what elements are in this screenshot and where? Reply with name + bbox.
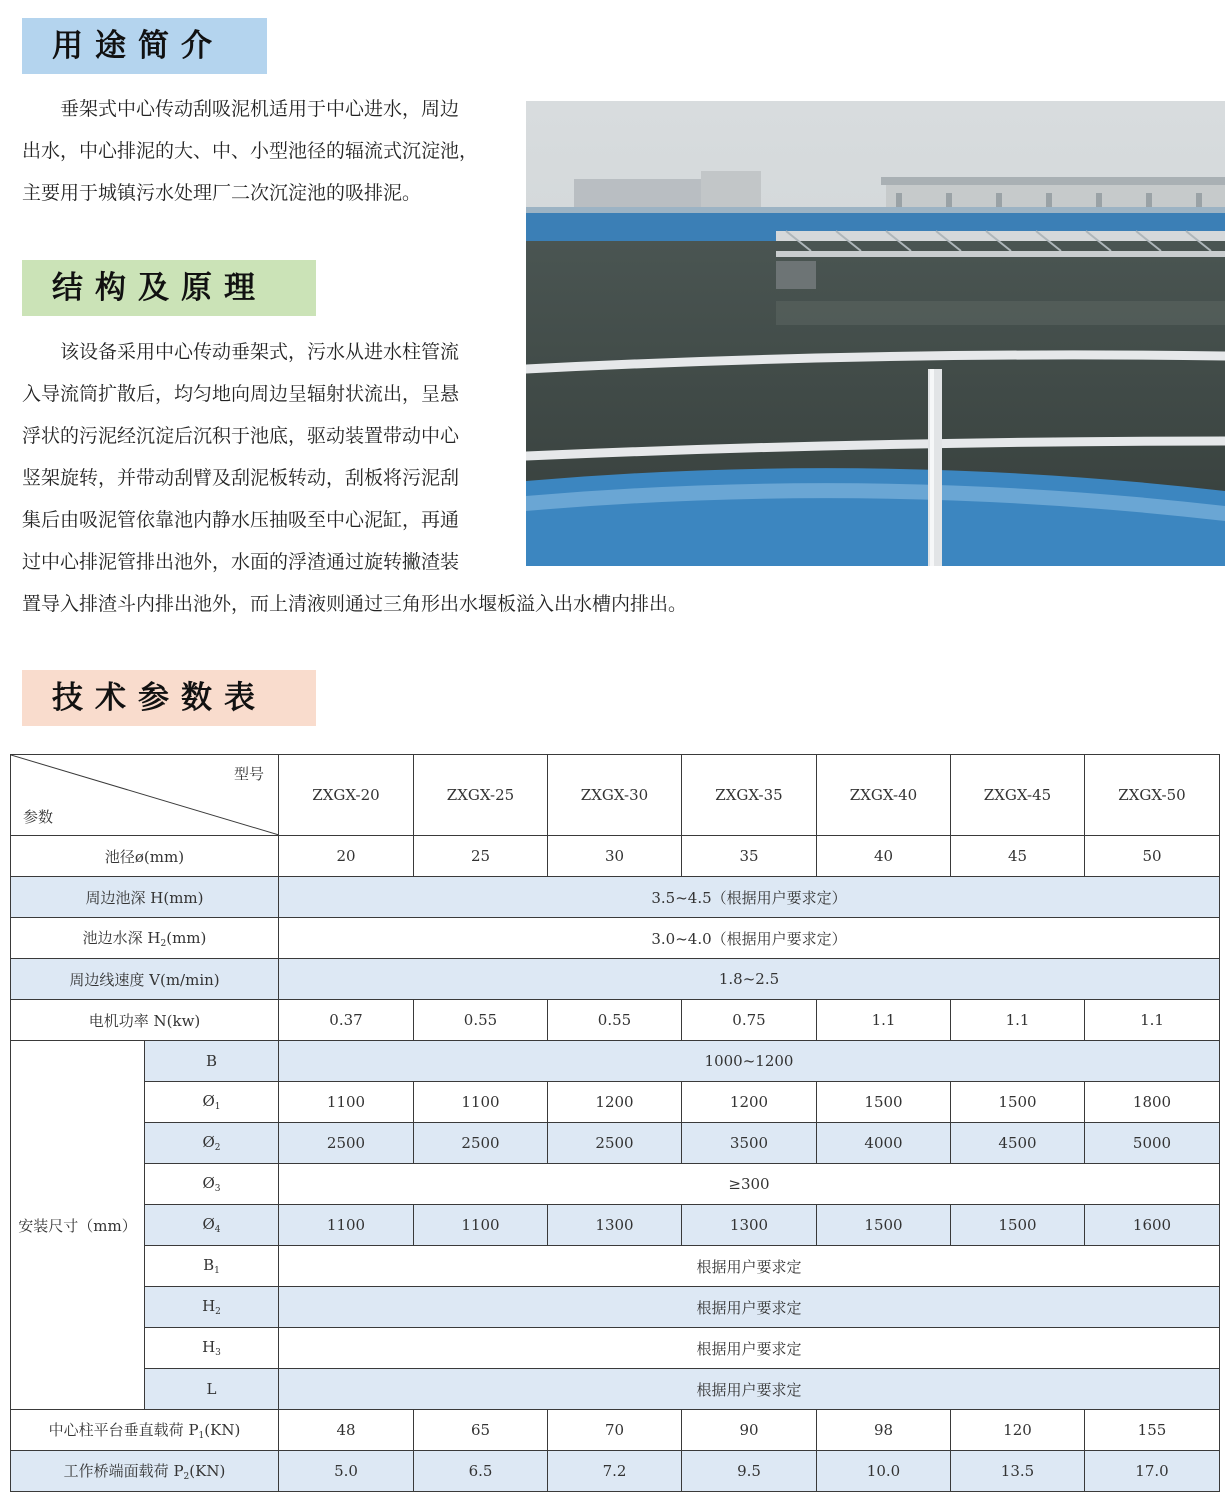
- table-cell: 45: [951, 836, 1085, 877]
- table-cell: 20: [279, 836, 414, 877]
- table-cell: 1100: [279, 1082, 414, 1123]
- table-row: [11, 1205, 1220, 1246]
- table-cell: 1300: [682, 1205, 817, 1246]
- row-label: 电机功率 N(kw): [11, 1000, 279, 1041]
- table-row: [11, 1369, 1220, 1410]
- intro-line: 垂架式中心传动刮吸泥机适用于中心进水，周边: [22, 98, 460, 120]
- structure-line: 入导流筒扩散后，均匀地向周边呈辐射状流出，呈悬: [22, 383, 460, 405]
- structure-line: 该设备采用中心传动垂架式，污水从进水柱管流: [22, 341, 460, 363]
- structure-line: 集后由吸泥管依靠池内静水压抽吸至中心泥缸，再通: [22, 509, 460, 531]
- structure-line: 过中心排泥管排出池外，水面的浮渣通过旋转撇渣装: [22, 551, 460, 573]
- row-label: B: [145, 1041, 279, 1082]
- table-cell: 50: [1085, 836, 1220, 877]
- table-row: [11, 1451, 1220, 1492]
- table-cell: 65: [414, 1410, 548, 1451]
- table-cell: 1500: [951, 1082, 1085, 1123]
- model-header: ZXGX-35: [682, 755, 817, 836]
- table-cell: 1.1: [817, 1000, 951, 1041]
- table-row: [11, 1164, 1220, 1205]
- row-label: [145, 1246, 279, 1287]
- corner-param-label: 参数: [23, 808, 54, 826]
- label-text: 周边池深 H: [85, 888, 164, 907]
- table-cell: 25: [414, 836, 548, 877]
- label-text: H: [202, 1297, 216, 1315]
- row-label: 周边线速度 V(m/min): [11, 959, 279, 1000]
- label-text: B: [203, 1256, 215, 1274]
- header-row: [11, 755, 1220, 836]
- row-label: [145, 1205, 279, 1246]
- table-cell: 1500: [817, 1082, 951, 1123]
- table-cell: 17.0: [1085, 1451, 1220, 1492]
- label-sub: 1: [214, 1102, 221, 1112]
- table-cell: 1000~1200: [279, 1041, 1220, 1082]
- table-cell: 3.0~4.0（根据用户要求定）: [279, 918, 1220, 959]
- table-row: [11, 1123, 1220, 1164]
- table-cell: 10.0: [817, 1451, 951, 1492]
- label-unit: (mm): [163, 888, 204, 907]
- table-cell: 1.1: [951, 1000, 1085, 1041]
- label-sub: 2: [183, 1472, 190, 1482]
- row-label: [145, 1082, 279, 1123]
- table-cell: ≥300: [279, 1164, 1220, 1205]
- model-header: ZXGX-40: [817, 755, 951, 836]
- table-cell: 1100: [279, 1205, 414, 1246]
- table-cell: 1200: [682, 1082, 817, 1123]
- table-cell: 4000: [817, 1123, 951, 1164]
- table-cell: 13.5: [951, 1451, 1085, 1492]
- label-sub: 1: [198, 1431, 205, 1441]
- row-label: [11, 918, 279, 959]
- table-row: [11, 1328, 1220, 1369]
- table-cell: 2500: [414, 1123, 548, 1164]
- label-sub: 2: [215, 1307, 221, 1317]
- row-label: [145, 1287, 279, 1328]
- label-text: Ø: [202, 1133, 215, 1151]
- model-header: ZXGX-20: [279, 755, 414, 836]
- table-row: [11, 877, 1220, 918]
- structure-line: 置导入排渣斗内排出池外，而上清液则通过三角形出水堰板溢入出水槽内排出。: [22, 593, 688, 615]
- table-cell: 90: [682, 1410, 817, 1451]
- table-cell: 0.55: [548, 1000, 682, 1041]
- structure-line: 竖架旋转，并带动刮臂及刮泥板转动，刮板将污泥刮: [22, 467, 460, 489]
- intro-line: 出水，中心排泥的大、中、小型池径的辐流式沉淀池，: [22, 140, 479, 162]
- table-cell: 1100: [414, 1205, 548, 1246]
- structure-paragraph: [22, 331, 687, 625]
- table-cell: 120: [951, 1410, 1085, 1451]
- corner-model-label: 型号: [233, 765, 264, 783]
- table-cell: 根据用户要求定: [279, 1287, 1220, 1328]
- row-label: [145, 1123, 279, 1164]
- model-header: ZXGX-50: [1085, 755, 1220, 836]
- label-sub: 1: [214, 1266, 220, 1276]
- label-unit: (KN): [204, 1421, 241, 1439]
- model-header: ZXGX-25: [414, 755, 548, 836]
- table-cell: 1500: [951, 1205, 1085, 1246]
- table-cell: 1600: [1085, 1205, 1220, 1246]
- row-label: [145, 1328, 279, 1369]
- intro-heading: 用途简介: [22, 18, 267, 74]
- table-cell: 70: [548, 1410, 682, 1451]
- label-text: H: [202, 1338, 216, 1356]
- label-sub: 4: [214, 1225, 221, 1235]
- corner-cell: [11, 755, 279, 836]
- table-cell: 1800: [1085, 1082, 1220, 1123]
- row-label: [11, 877, 279, 918]
- table-cell: 0.75: [682, 1000, 817, 1041]
- spec-table: [10, 754, 1220, 1492]
- table-cell: 1300: [548, 1205, 682, 1246]
- model-header: ZXGX-30: [548, 755, 682, 836]
- row-label: [11, 1451, 279, 1492]
- row-label: 池径ø(mm): [11, 836, 279, 877]
- table-row: [11, 1287, 1220, 1328]
- table-cell: 1500: [817, 1205, 951, 1246]
- model-header: ZXGX-45: [951, 755, 1085, 836]
- table-cell: 1.8~2.5: [279, 959, 1220, 1000]
- label-unit: (mm): [166, 929, 207, 947]
- label-text: 工作桥端面载荷 P: [63, 1462, 184, 1480]
- table-cell: 3500: [682, 1123, 817, 1164]
- table-cell: 9.5: [682, 1451, 817, 1492]
- table-cell: 根据用户要求定: [279, 1246, 1220, 1287]
- table-row: [11, 1246, 1220, 1287]
- table-cell: 1100: [414, 1082, 548, 1123]
- row-label: [11, 1410, 279, 1451]
- table-cell: 1.1: [1085, 1000, 1220, 1041]
- label-text: Ø: [202, 1092, 215, 1110]
- table-cell: 2500: [548, 1123, 682, 1164]
- table-cell: 0.37: [279, 1000, 414, 1041]
- table-cell: 2500: [279, 1123, 414, 1164]
- table-cell: 155: [1085, 1410, 1220, 1451]
- table-cell: 6.5: [414, 1451, 548, 1492]
- intro-paragraph: [22, 88, 478, 214]
- label-unit: (KN): [189, 1462, 226, 1480]
- table-row: [11, 1000, 1220, 1041]
- label-text: 池边水深 H: [82, 929, 161, 947]
- label-sub: 2: [214, 1143, 221, 1153]
- table-cell: 30: [548, 836, 682, 877]
- table-cell: 1200: [548, 1082, 682, 1123]
- table-row: [11, 1041, 1220, 1082]
- table-cell: 0.55: [414, 1000, 548, 1041]
- install-group-label: 安装尺寸（mm）: [11, 1041, 145, 1410]
- label-text: Ø: [202, 1174, 215, 1192]
- table-row: [11, 1082, 1220, 1123]
- label-text: 中心柱平台垂直载荷 P: [48, 1421, 199, 1439]
- table-row: [11, 836, 1220, 877]
- structure-heading: 结构及原理: [22, 260, 316, 316]
- row-label: [145, 1164, 279, 1205]
- label-sub: 2: [160, 939, 167, 949]
- label-sub: 3: [215, 1348, 221, 1358]
- row-label: L: [145, 1369, 279, 1410]
- label-text: Ø: [202, 1215, 215, 1233]
- intro-line: 主要用于城镇污水处理厂二次沉淀池的吸排泥。: [22, 182, 422, 204]
- table-row: [11, 1410, 1220, 1451]
- table-cell: 98: [817, 1410, 951, 1451]
- table-cell: 4500: [951, 1123, 1085, 1164]
- table-row: [11, 918, 1220, 959]
- table-row: [11, 959, 1220, 1000]
- table-cell: 48: [279, 1410, 414, 1451]
- table-cell: 根据用户要求定: [279, 1328, 1220, 1369]
- structure-line: 浮状的污泥经沉淀后沉积于池底，驱动装置带动中心: [22, 425, 460, 447]
- table-cell: 3.5~4.5（根据用户要求定）: [279, 877, 1220, 918]
- label-sub: 3: [214, 1184, 221, 1194]
- table-cell: 5000: [1085, 1123, 1220, 1164]
- table-cell: 根据用户要求定: [279, 1369, 1220, 1410]
- params-heading: 技术参数表: [22, 670, 316, 726]
- table-cell: 5.0: [279, 1451, 414, 1492]
- table-cell: 7.2: [548, 1451, 682, 1492]
- table-cell: 40: [817, 836, 951, 877]
- table-cell: 35: [682, 836, 817, 877]
